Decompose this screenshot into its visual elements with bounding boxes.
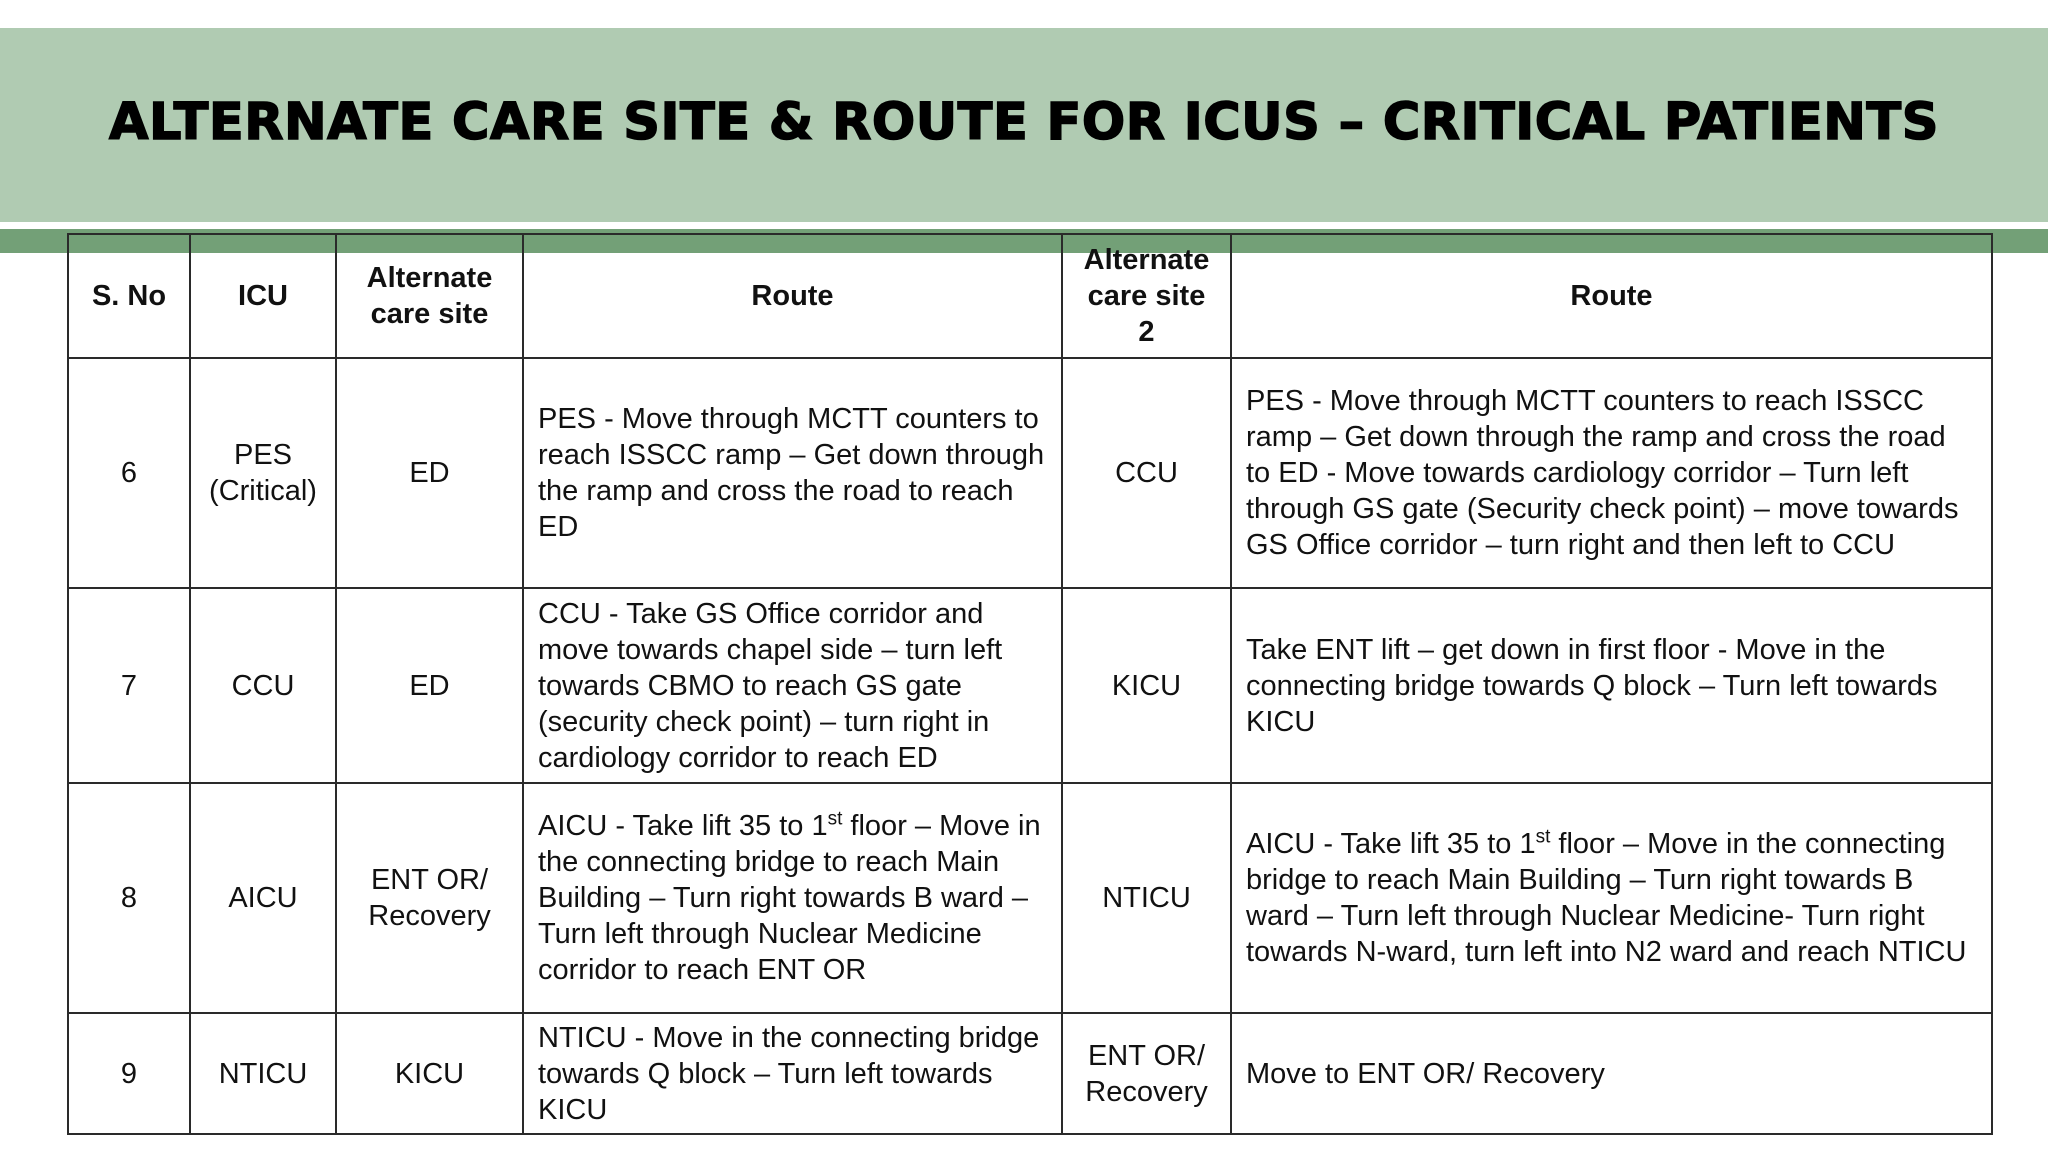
cell-route-2: Take ENT lift – get down in first floor - Move in the connecting bridge towards Q block – Turn left towards KICU	[1231, 588, 1992, 783]
cell-alternate-care-site-2: CCU	[1062, 358, 1231, 588]
cell-alternate-care-site: ED	[336, 358, 523, 588]
cell-icu: NTICU	[190, 1013, 336, 1134]
table-row	[68, 783, 1992, 1013]
header-route-2: Route	[1231, 234, 1992, 358]
cell-route-2: Move to ENT OR/ Recovery	[1231, 1013, 1992, 1134]
header-route: Route	[523, 234, 1062, 358]
cell-alternate-care-site: ED	[336, 588, 523, 783]
header-alternate-care-site: Alternate care site	[336, 234, 523, 358]
ordinal-suffix: st	[827, 808, 843, 830]
cell-sno: 9	[68, 1013, 190, 1134]
cell-sno: 7	[68, 588, 190, 783]
cell-route: NTICU - Move in the connecting bridge towards Q block – Turn left towards KICU	[523, 1013, 1062, 1134]
table-row	[68, 588, 1992, 783]
table-header-row	[68, 234, 1992, 358]
slide-title: ALTERNATE CARE SITE & ROUTE FOR ICUS – CRITICAL PATIENTS	[109, 93, 1939, 152]
table-row	[68, 1013, 1992, 1134]
header-alternate-care-site-2: Alternate care site 2	[1062, 234, 1231, 358]
table-row	[68, 358, 1992, 588]
routes-table	[67, 233, 1993, 1135]
cell-alternate-care-site-2: NTICU	[1062, 783, 1231, 1013]
cell-route: CCU - Take GS Office corridor and move towards chapel side – turn left towards CBMO to reach GS gate (security check point) – turn right in cardiology corridor to reach ED	[523, 588, 1062, 783]
header-icu: ICU	[190, 234, 336, 358]
cell-alternate-care-site: KICU	[336, 1013, 523, 1134]
cell-sno: 6	[68, 358, 190, 588]
cell-icu: PES (Critical)	[190, 358, 336, 588]
cell-icu: CCU	[190, 588, 336, 783]
ordinal-suffix: st	[1535, 826, 1551, 848]
cell-alternate-care-site: ENT OR/ Recovery	[336, 783, 523, 1013]
route-text-start: AICU - Take lift 35 to 1	[538, 810, 828, 842]
cell-route-2: PES - Move through MCTT counters to reach ISSCC ramp – Get down through the ramp and cross the road to ED - Move towards cardiology corridor – Turn left through GS gate (Security check point) – move towards GS Office corridor – turn right and then left to CCU	[1231, 358, 1992, 588]
route-2-text-start: AICU - Take lift 35 to 1	[1246, 828, 1536, 860]
cell-sno: 8	[68, 783, 190, 1013]
cell-alternate-care-site-2: KICU	[1062, 588, 1231, 783]
cell-route: PES - Move through MCTT counters to reach ISSCC ramp – Get down through the ramp and cross the road to reach ED	[523, 358, 1062, 588]
route-2-text-end: floor – Move in the connecting bridge to reach Main Building – Turn right towards B ward – Turn left through Nuclear Medicine- Turn right towards N-ward, turn left into N2 ward and reach NTICU	[1246, 828, 1967, 968]
route-text-end: floor – Move in the connecting bridge to reach Main Building – Turn right towards B ward – Turn left through Nuclear Medicine corridor to reach ENT OR	[538, 810, 1041, 986]
header-sno: S. No	[68, 234, 190, 358]
cell-icu: AICU	[190, 783, 336, 1013]
cell-route-2	[1231, 783, 1992, 1013]
cell-alternate-care-site-2: ENT OR/ Recovery	[1062, 1013, 1231, 1134]
cell-route	[523, 783, 1062, 1013]
